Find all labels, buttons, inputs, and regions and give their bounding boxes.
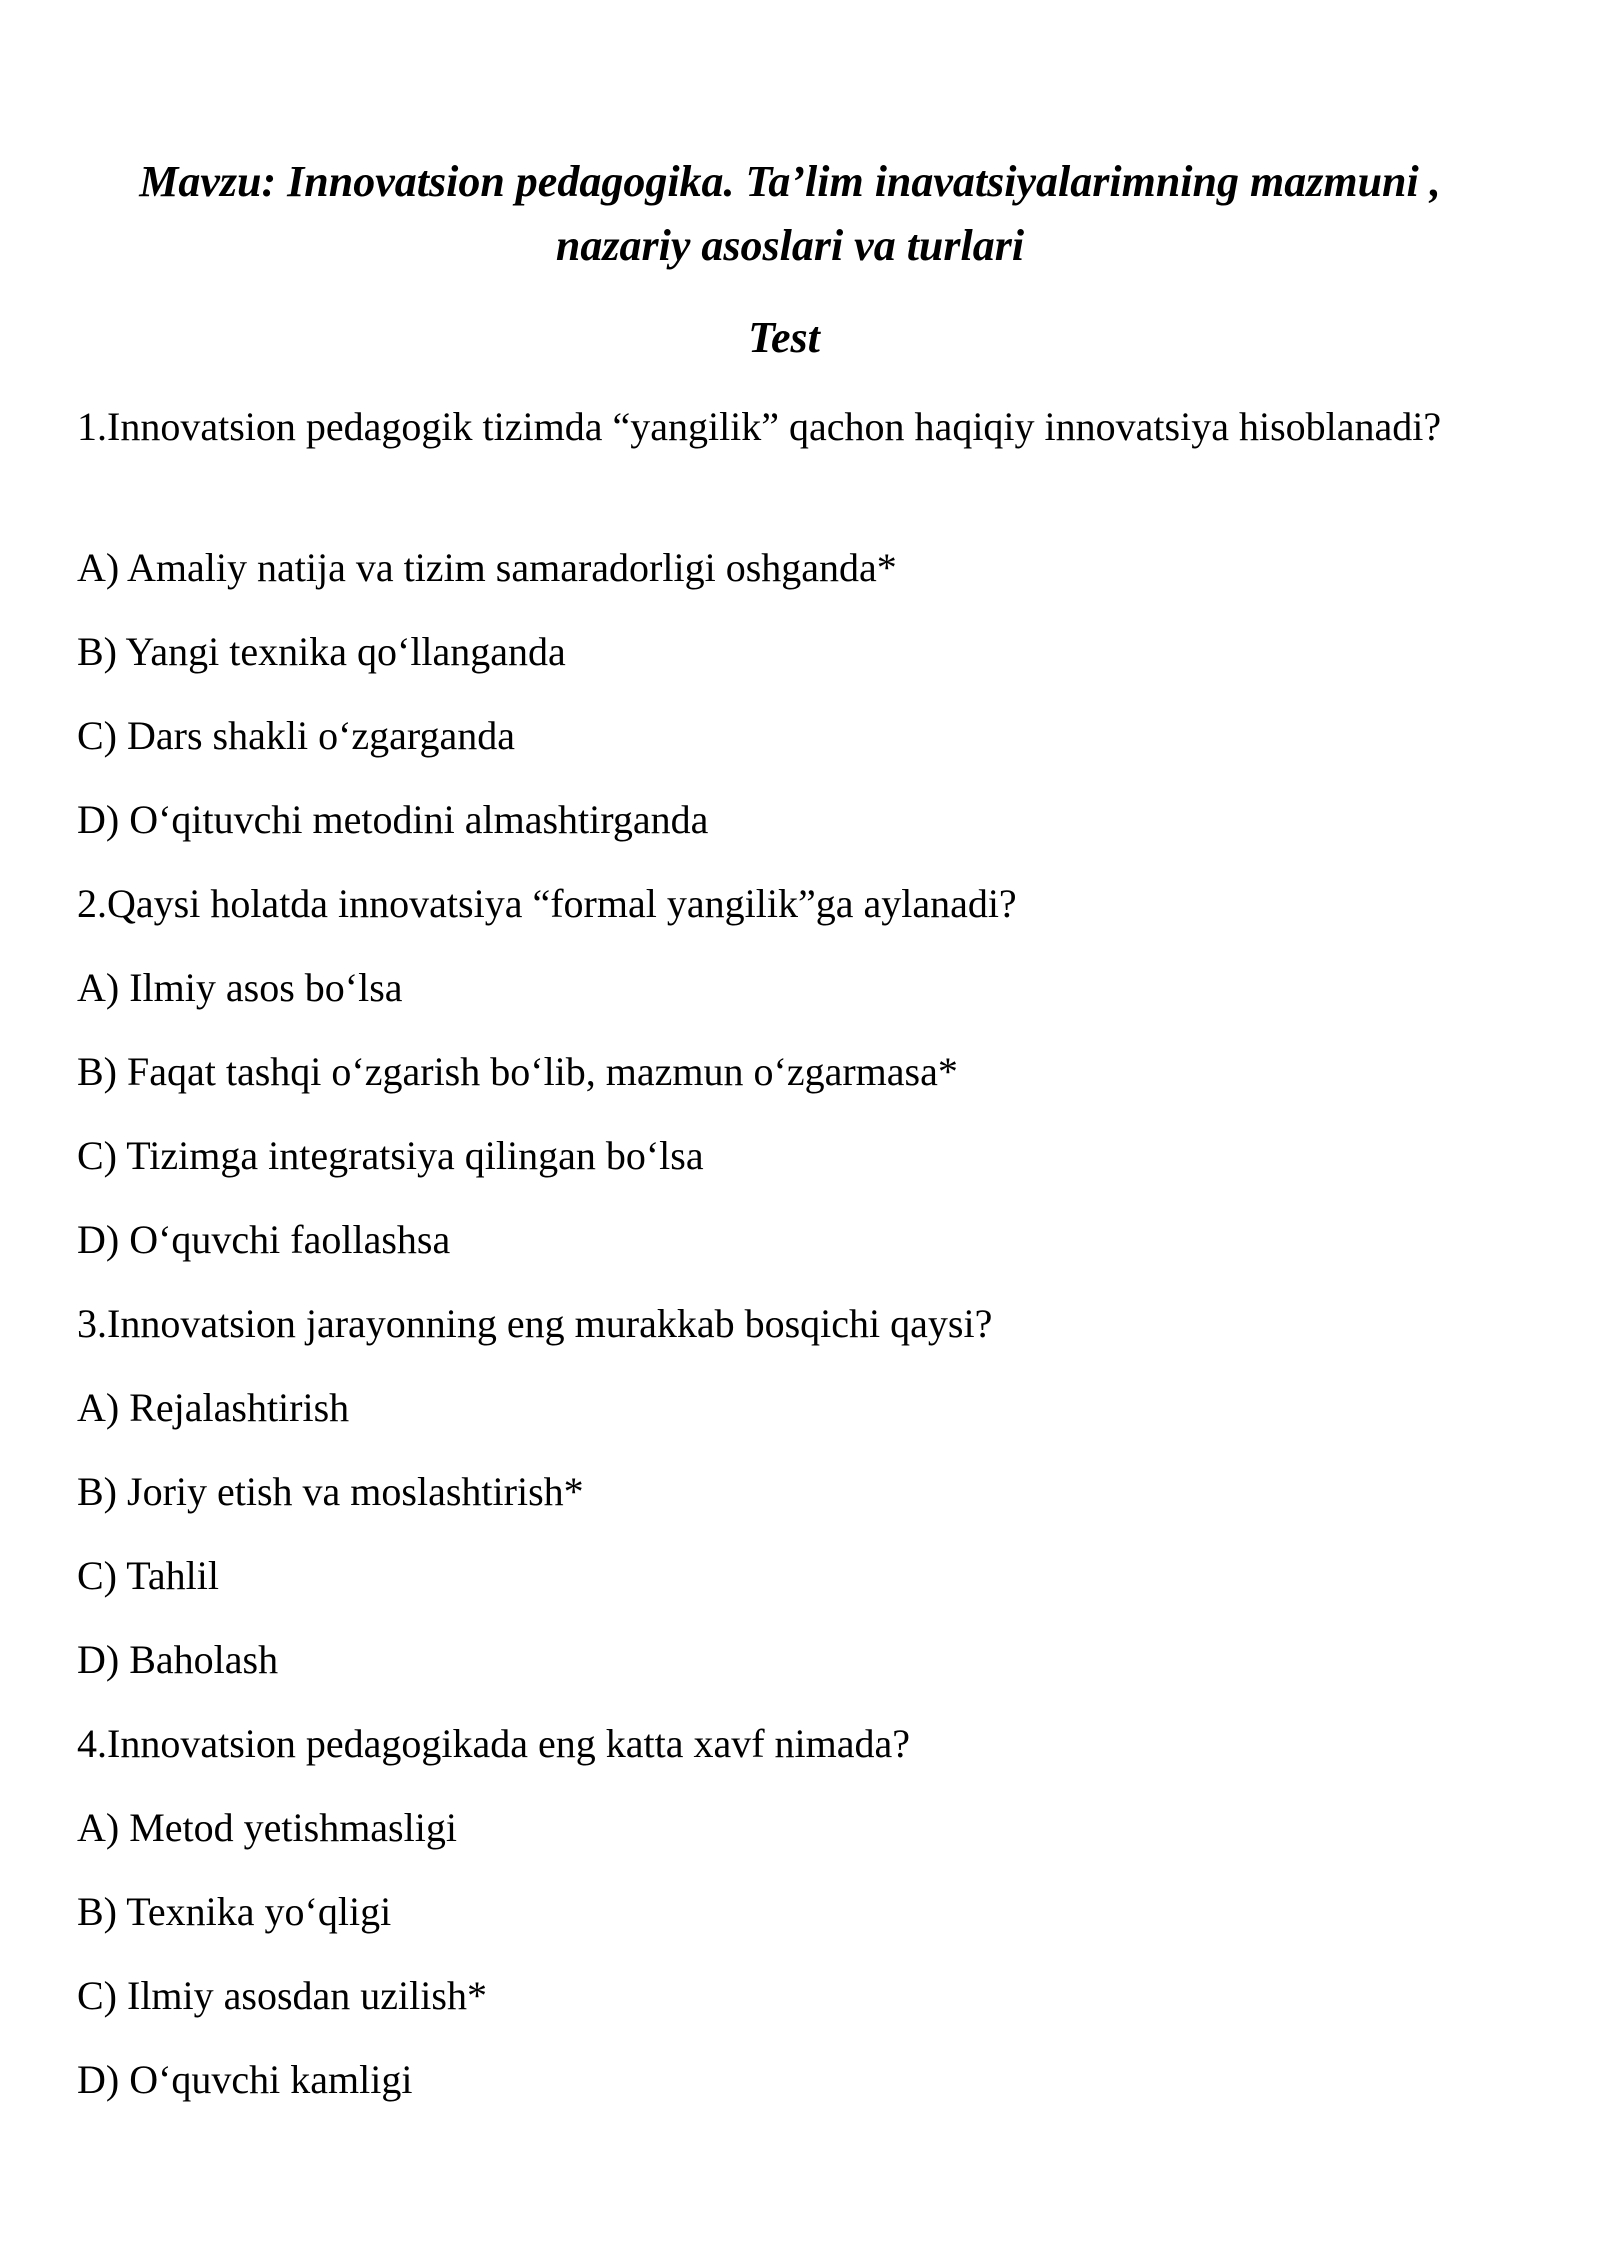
answer-option: D) O‘qituvchi metodini almashtirganda (77, 797, 709, 842)
answer-option: D) O‘quvchi faollashsa (77, 1217, 451, 1262)
answer-option: B) Yangi texnika qo‘llanganda (77, 629, 566, 674)
question-text: 4.Innovatsion pedagogikada eng katta xavf nimada? (77, 1721, 911, 1766)
answer-option: C) Ilmiy asosdan uzilish* (77, 1973, 487, 2018)
answer-option: A) Rejalashtirish (77, 1385, 350, 1430)
answer-option: A) Ilmiy asos bo‘lsa (77, 965, 403, 1010)
page-title: Mavzu: Innovatsion pedagogika. Ta’lim inavatsiyalarimning mazmuni , nazariy asoslari va turlari (139, 157, 1441, 270)
question-text: 3.Innovatsion jarayonning eng murakkab bosqichi qaysi? (77, 1301, 993, 1346)
answer-option: D) Baholash (77, 1637, 279, 1682)
answer-option: C) Dars shakli o‘zgarganda (77, 713, 516, 758)
answer-option: C) Tizimga integratsiya qilingan bo‘lsa (77, 1133, 704, 1178)
question-text: 2.Qaysi holatda innovatsiya “formal yangilik”ga aylanadi? (77, 881, 1017, 926)
answer-option: A) Amaliy natija va tizim samaradorligi oshganda* (77, 545, 897, 590)
answer-option: A) Metod yetishmasligi (77, 1805, 457, 1850)
answer-option: B) Texnika yo‘qligi (77, 1889, 392, 1934)
answer-option: C) Tahlil (77, 1553, 220, 1598)
question-text: 1.Innovatsion pedagogik tizimda “yangilik” qachon haqiqiy innovatsiya hisoblanadi? (77, 404, 1442, 449)
page-subtitle: Test (748, 313, 820, 362)
answer-option: B) Joriy etish va moslashtirish* (77, 1469, 584, 1514)
answer-option: D) O‘quvchi kamligi (77, 2057, 413, 2102)
answer-option: B) Faqat tashqi o‘zgarish bo‘lib, mazmun o‘zgarmasa* (77, 1049, 958, 1094)
